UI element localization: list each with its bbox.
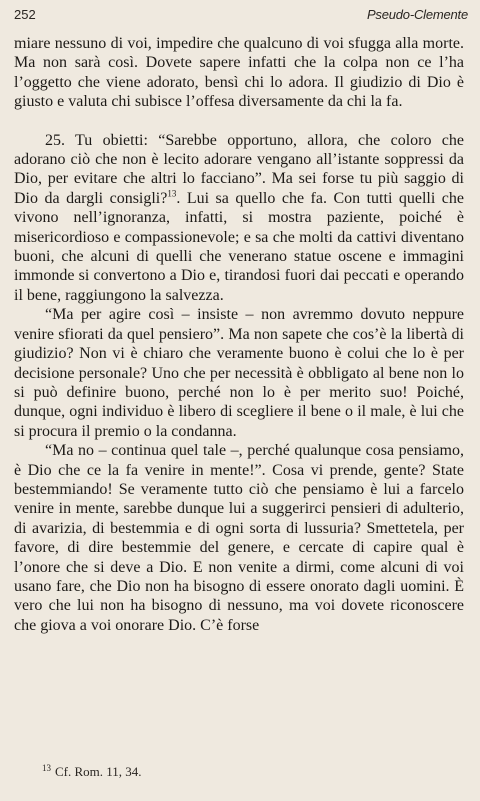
paragraph-text: . Lui sa quello che fa. Con tutti quelli che vivono nell’ignoranza, infatti, si mostra paziente, poiché è misericordioso e compassionevole; e sa che molti da cattivi diventano buoni, che alcuni di quelli che venerano statue oscene e immagini immonde si convertono a Dio e, tirandosi fuori dai peccati e operando il bene, raggiungono la salvezza. (14, 189, 464, 304)
paragraph: “Ma per agire così – insiste – non avremmo dovuto neppure venire sfiorati da quel pensiero”. Ma non sapete che cos’è la libertà di giudizio? Non vi è chiaro che veramente buono è colui che lo è per decisione personale? Uno che per necessità è obbligato al bene non lo si può definire buono, perché non lo è per merito suo! Poiché, dunque, ogni individuo è libero di scegliere il bene o il male, è lui che si procura il premio o la condanna. (14, 306, 464, 440)
body-text (14, 34, 464, 635)
paragraph-section-25 (14, 131, 464, 306)
page-header (14, 7, 468, 22)
paragraph-text: 25. Tu obietti: “Sarebbe opportuno, allora, che coloro che adorano ciò che non è lecito adorare vengano all’istante soppressi da Dio, per evitare che altri lo facciano”. Ma sei forse tu più saggio di Dio da dargli consigli? (14, 131, 464, 207)
paragraph: “Ma no – continua quel tale –, perché qualunque cosa pensiamo, è Dio che ce la fa venire in mente!”. Cosa vi prende, gente? State bestemmiando! Se veramente tutto ciò che pensiamo è lui a farcelo venire in mente, sarebbe dunque lui a suggerirci pensieri di adulterio, di avarizia, di bestemmia e di ogni sorta di lussuria? Smettetela, per favore, di dire bestemmie del genere, e cercate di capire qual è l’onore che si deve a Dio. E non venite a dirmi, come alcuni di voi usano fare, che Dio non ha bisogno di essere onorato dagli uomini. È vero che lui non ha bisogno di nessuno, ma voi dovete riconoscere che giova a voi onorare Dio. C’è forse (14, 442, 464, 634)
running-head: Pseudo-Clemente (366, 7, 468, 22)
footnote-number: 13 (42, 762, 51, 773)
page-number: 252 (14, 7, 36, 22)
footnote (42, 764, 142, 780)
paragraph-continuation: miare nessuno di voi, impedire che qualcuno di voi sfugga alla morte. Ma non sarà così. Dovete sapere infatti che la colpa non ce l’ha l’oggetto che viene adorato, bensì chi lo adora. Il giudizio di Dio è giusto e valuta chi subisce l’offesa diversamente da chi la fa. (14, 35, 464, 111)
footnote-ref: 13 (167, 188, 177, 199)
footnote-text: Cf. Rom. 11, 34. (55, 764, 142, 779)
